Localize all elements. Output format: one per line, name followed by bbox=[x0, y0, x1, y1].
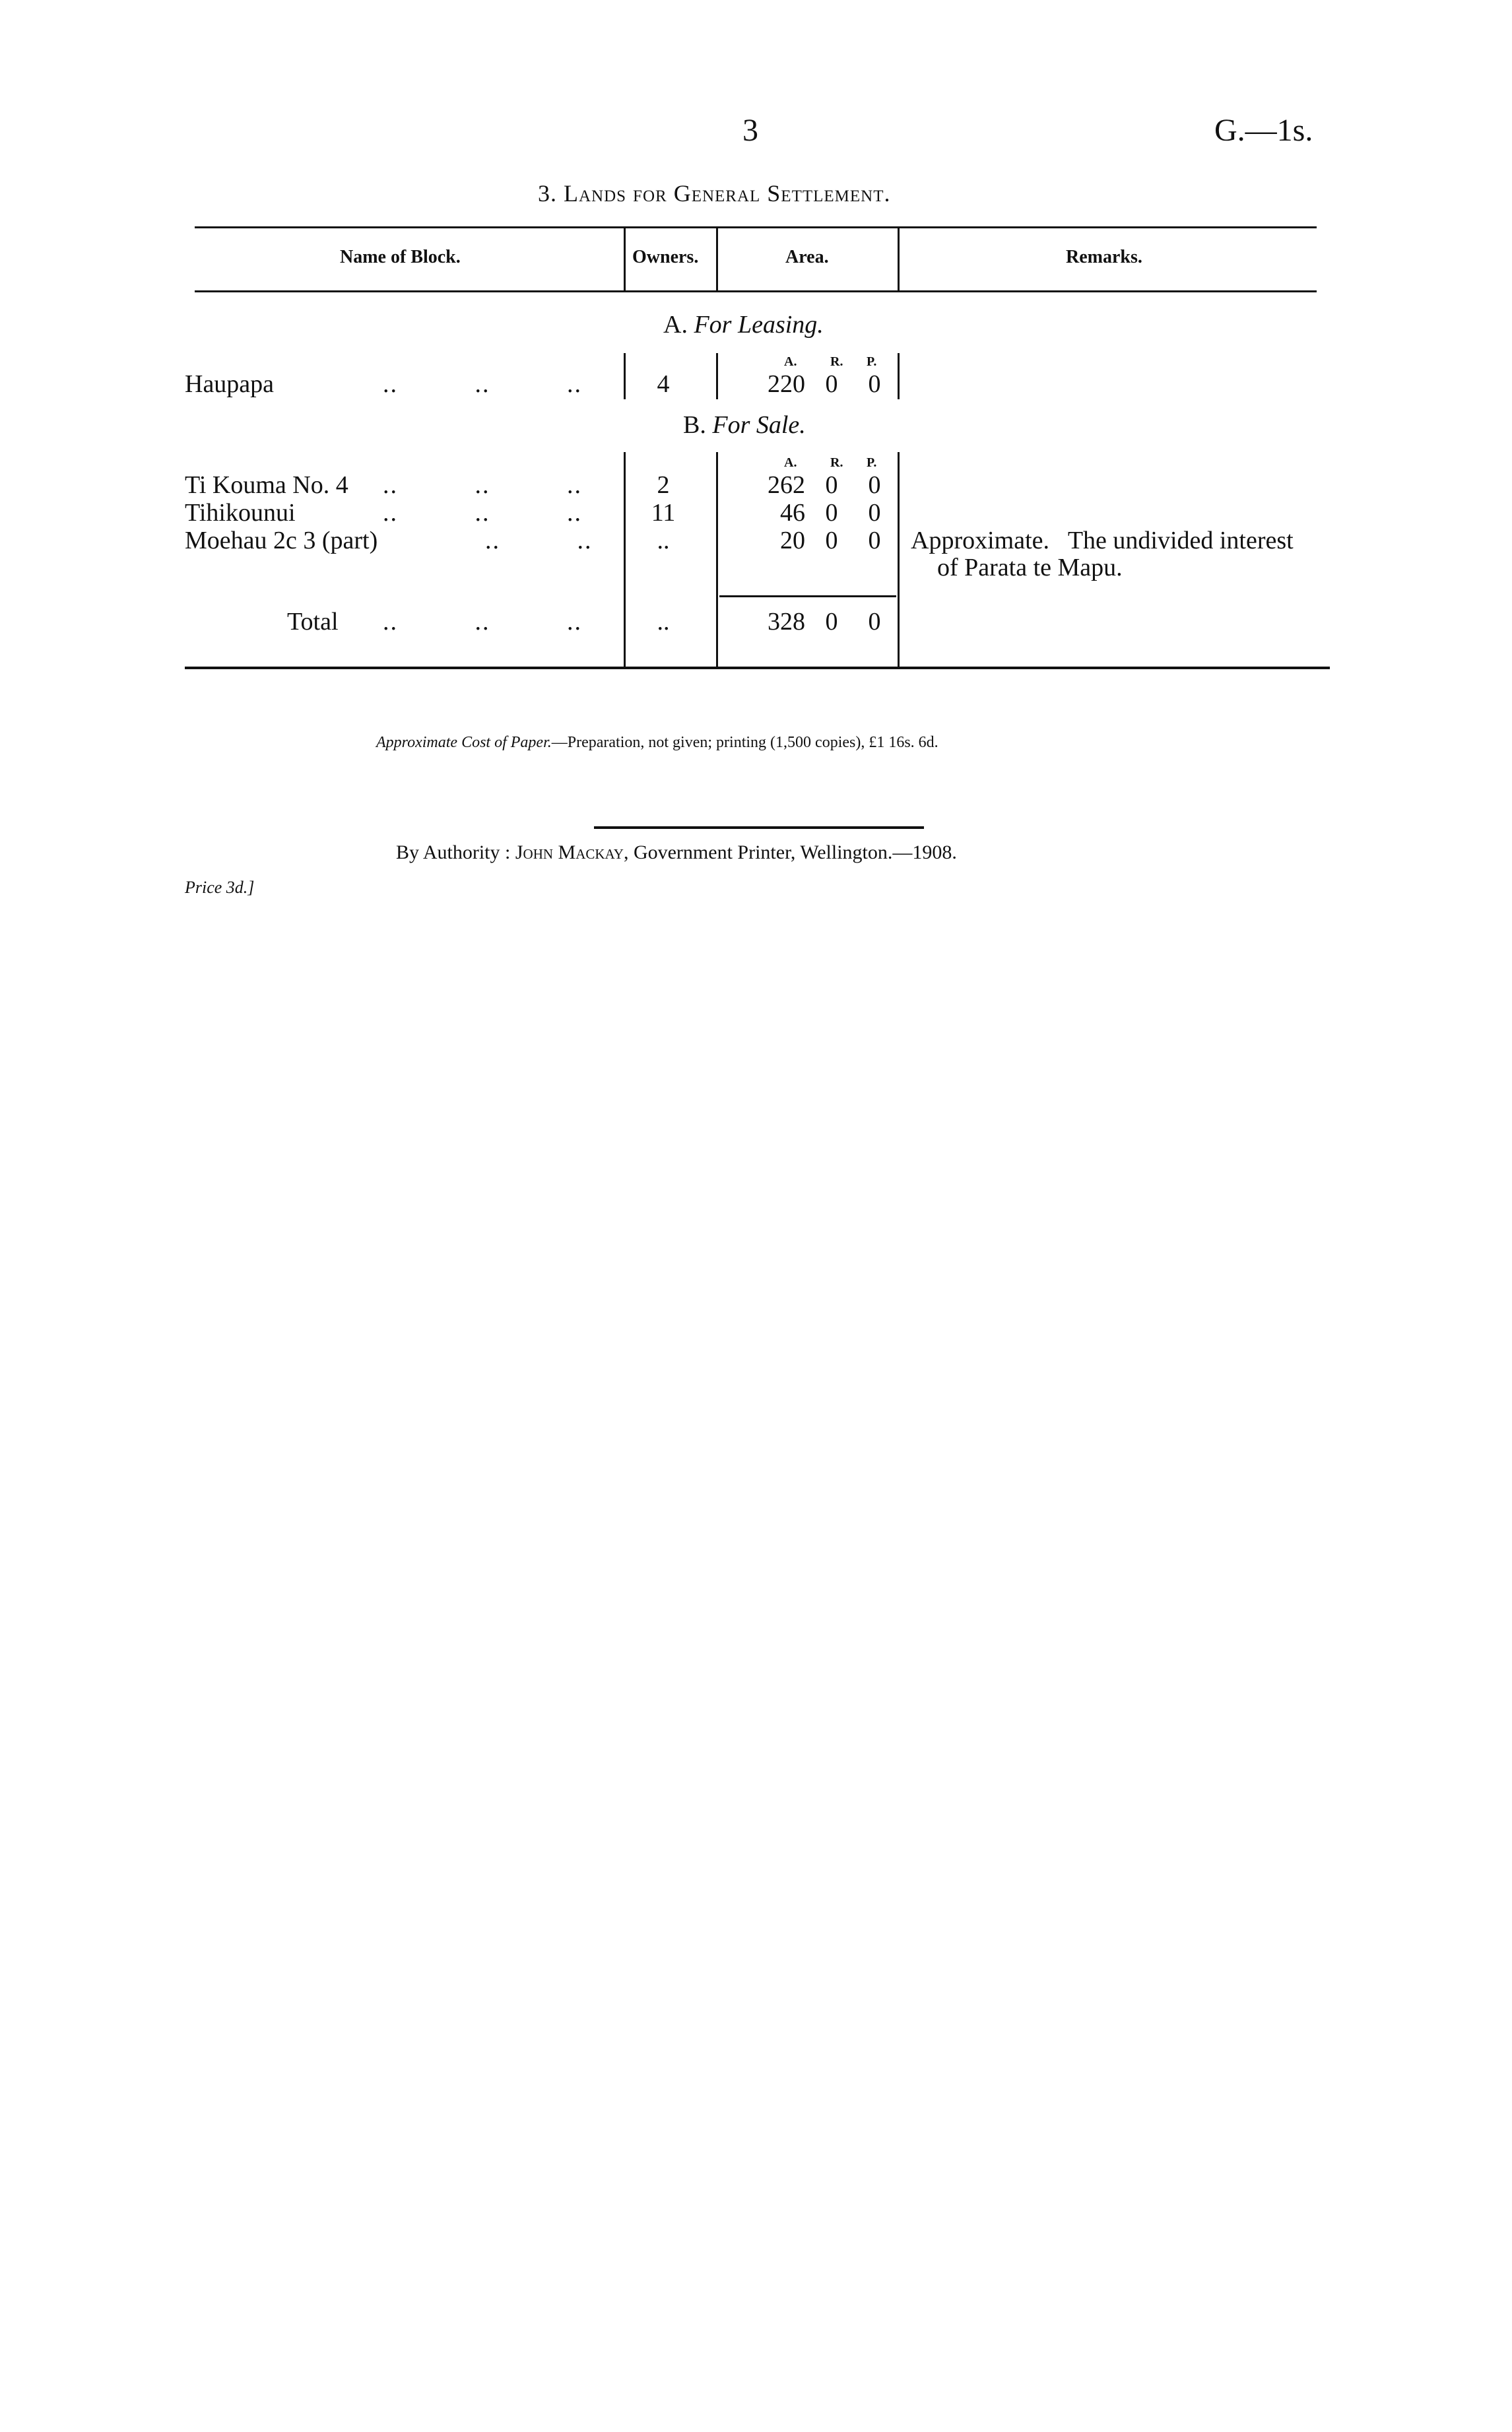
owners-count: 11 bbox=[651, 499, 676, 527]
group-b-label: For Sale. bbox=[712, 411, 806, 439]
remarks-line: of Parata te Mapu. bbox=[937, 554, 1123, 581]
authority-suffix: Government Printer, Wellington.—1908. bbox=[633, 841, 957, 863]
leader-dots: .. .. .. bbox=[383, 608, 582, 636]
owners-count: 2 bbox=[657, 471, 670, 499]
section-title-text: Lands for General Settlement. bbox=[564, 180, 891, 207]
section-title bbox=[538, 180, 891, 207]
row-divider bbox=[898, 452, 900, 667]
group-b-letter: B. bbox=[683, 411, 706, 439]
row-divider bbox=[624, 452, 626, 667]
leader-dots: .. .. .. bbox=[383, 471, 582, 499]
authority-prefix: By Authority : bbox=[396, 841, 511, 863]
document-reference: G.—1s. bbox=[1214, 113, 1313, 148]
row-divider bbox=[716, 452, 718, 667]
row-divider bbox=[624, 353, 626, 399]
group-a-label: For Leasing. bbox=[694, 311, 824, 339]
unit-acres: A. bbox=[784, 354, 797, 369]
total-roods: 0 bbox=[825, 608, 838, 636]
column-header-area: Area. bbox=[785, 247, 829, 267]
area-roods: 0 bbox=[825, 527, 838, 554]
unit-roods: R. bbox=[830, 455, 843, 470]
area-roods: 0 bbox=[825, 471, 838, 499]
owners-count: .. bbox=[657, 527, 670, 554]
area-perches: 0 bbox=[868, 499, 881, 527]
header-divider bbox=[898, 228, 900, 290]
area-acres: 262 bbox=[768, 471, 805, 499]
page-number: 3 bbox=[742, 113, 758, 148]
footer-rule bbox=[594, 826, 924, 829]
table-bottom-rule bbox=[185, 667, 1330, 669]
group-a-heading bbox=[663, 310, 824, 339]
column-header-name: Name of Block. bbox=[340, 247, 461, 267]
header-bottom-rule bbox=[195, 290, 1317, 292]
block-name: Moehau 2c 3 (part) bbox=[185, 527, 378, 554]
area-acres: 46 bbox=[780, 499, 805, 527]
authority-line bbox=[396, 841, 957, 864]
table-top-rule bbox=[195, 226, 1317, 228]
owners-count: 4 bbox=[657, 370, 670, 398]
total-perches: 0 bbox=[868, 608, 881, 636]
row-divider bbox=[716, 353, 718, 399]
total-label: Total bbox=[287, 608, 339, 636]
area-perches: 0 bbox=[868, 527, 881, 554]
cost-label: Approximate Cost of Paper. bbox=[376, 734, 552, 751]
cost-of-paper-note bbox=[376, 734, 938, 752]
total-owners: .. bbox=[657, 608, 670, 636]
header-divider bbox=[716, 228, 718, 290]
group-b-heading bbox=[683, 411, 806, 440]
total-sum-rule bbox=[719, 595, 896, 597]
section-number: 3. bbox=[538, 180, 557, 207]
area-acres: 220 bbox=[768, 370, 805, 398]
total-acres: 328 bbox=[768, 608, 805, 636]
block-name: Haupapa bbox=[185, 370, 275, 398]
group-a-letter: A. bbox=[663, 311, 688, 339]
column-header-owners: Owners. bbox=[632, 247, 699, 267]
unit-roods: R. bbox=[830, 354, 843, 369]
area-roods: 0 bbox=[825, 370, 838, 398]
area-roods: 0 bbox=[825, 499, 838, 527]
unit-perches: P. bbox=[867, 354, 877, 369]
area-perches: 0 bbox=[868, 370, 881, 398]
printer-name: John Mackay, bbox=[515, 841, 629, 863]
remarks-line: Approximate. The undivided interest bbox=[911, 527, 1294, 554]
leader-dots: .. .. .. bbox=[383, 499, 582, 527]
cost-text: —Preparation, not given; printing (1,500 copies), £1 16s. 6d. bbox=[551, 734, 938, 751]
column-header-remarks: Remarks. bbox=[1066, 247, 1142, 267]
leader-dots: .. .. bbox=[485, 527, 593, 554]
leader-dots: .. .. .. bbox=[383, 370, 582, 398]
block-name: Ti Kouma No. 4 bbox=[185, 471, 348, 499]
unit-perches: P. bbox=[867, 455, 877, 470]
header-divider bbox=[624, 228, 626, 290]
area-acres: 20 bbox=[780, 527, 805, 554]
block-name: Tihikounui bbox=[185, 499, 296, 527]
unit-acres: A. bbox=[784, 455, 797, 470]
row-divider bbox=[898, 353, 900, 399]
price-label: Price 3d.] bbox=[185, 878, 255, 897]
area-perches: 0 bbox=[868, 471, 881, 499]
